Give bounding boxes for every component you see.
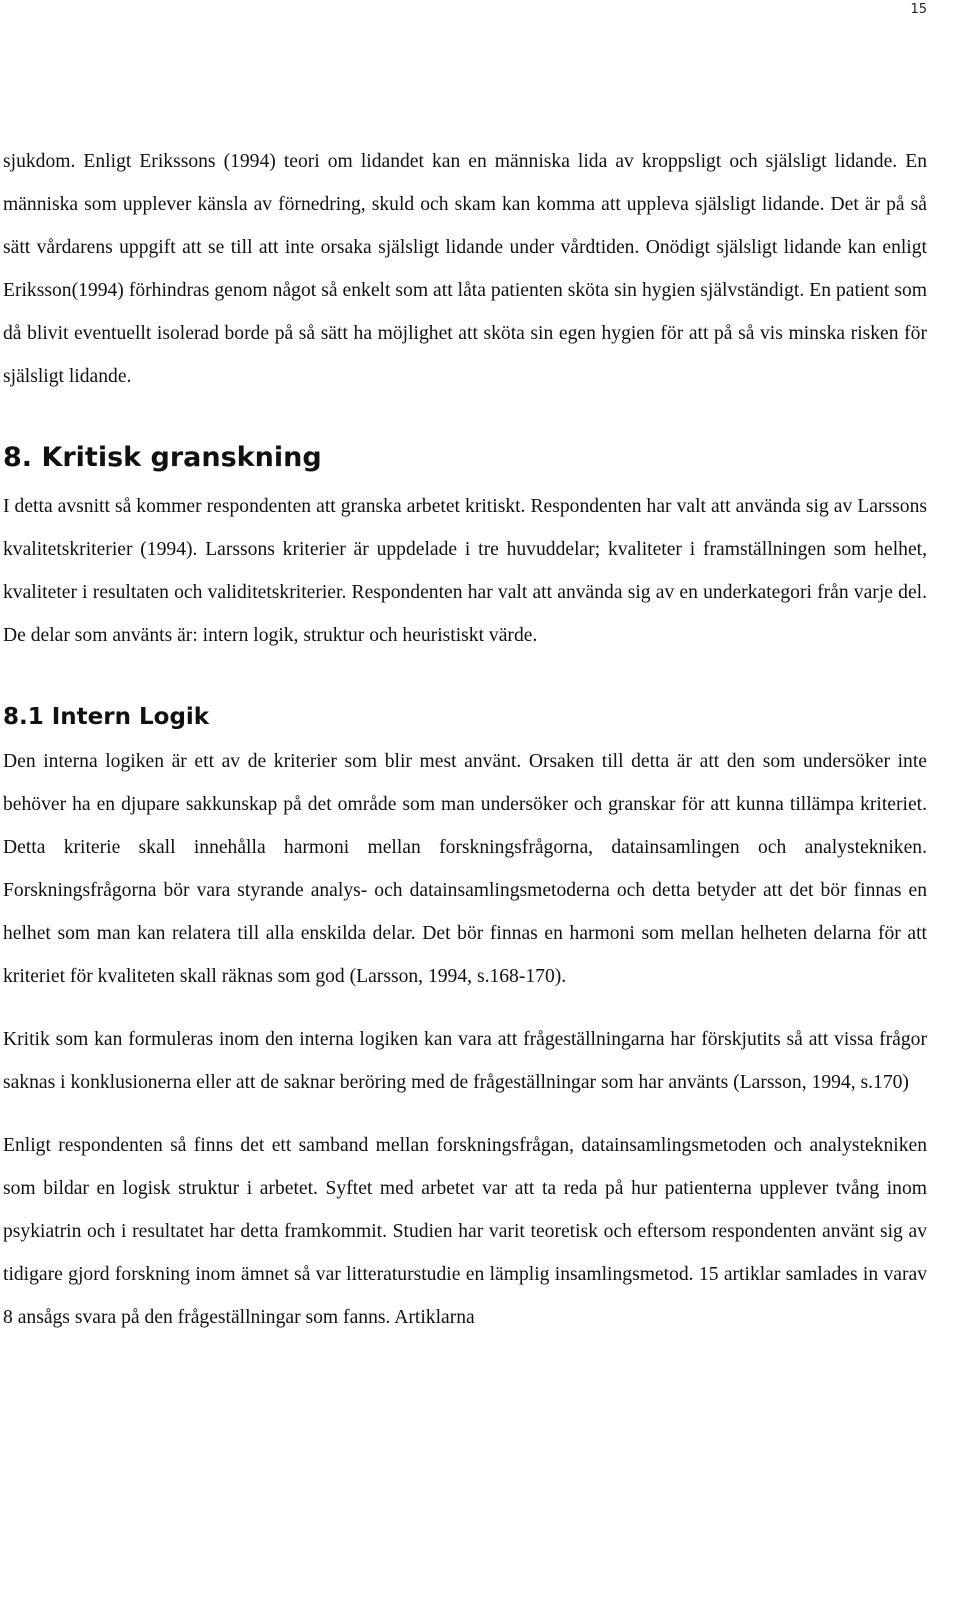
document-body: [3, 140, 927, 1339]
paragraph-intro: sjukdom. Enligt Erikssons (1994) teori om lidandet kan en människa lida av kroppsligt och själsligt lidande. En människa som upplever känsla av förnedring, skuld och skam kan komma att uppleva själsligt lidande. Det är på så sätt vårdarens uppgift att se till att inte orsaka själsligt lidande under vårdtiden. Onödigt själsligt lidande kan enligt Eriksson(1994) förhindras genom något så enkelt som att låta patienten sköta sin hygien självständigt. En patient som då blivit eventuellt isolerad borde på så sätt ha möjlighet att sköta sin egen hygien för att på så vis minska risken för själsligt lidande.: [3, 151, 927, 387]
paragraph-intern-logik-3: Enligt respondenten så finns det ett samband mellan forskningsfrågan, datainsamlingsmetoden och analystekniken som bildar en logisk struktur i arbetet. Syftet med arbetet var att ta reda på hur patienterna upplever tvång inom psykiatrin och i resultatet har detta framkommit. Studien har varit teoretisk och eftersom respondenten använt sig av tidigare gjord forskning inom ämnet så var litteraturstudie en lämplig insamlingsmetod. 15 artiklar samlades in varav 8 ansågs svara på den frågeställningar som fanns. Artiklarna: [3, 1135, 927, 1328]
paragraph-intern-logik-2: Kritik som kan formuleras inom den interna logiken kan vara att frågeställningarna har förskjutits så att vissa frågor saknas i konklusionerna eller att de saknar beröring med de frågeställningar som har använts (Larsson, 1994, s.170): [3, 1029, 927, 1093]
paragraph-section-8: I detta avsnitt så kommer respondenten att granska arbetet kritiskt. Respondenten har valt att använda sig av Larssons kvalitetskriterier (1994). Larssons kriterier är uppdelade i tre huvuddelar; kvaliteter i framställningen som helhet, kvaliteter i resultaten och validitetskriterier. Respondenten har valt att använda sig av en underkategori från varje del. De delar som använts är: intern logik, struktur och heuristiskt värde.: [3, 496, 927, 646]
paragraph-intern-logik-1: Den interna logiken är ett av de kriterier som blir mest använt. Orsaken till detta är att den som undersöker inte behöver ha en djupare sakkunskap på det område som man undersöker och granskar för att kunna tillämpa kriteriet. Detta kriterie skall innehålla harmoni mellan forskningsfrågorna, datainsamlingen och analystekniken. Forskningsfrågorna bör vara styrande analys- och datainsamlingsmetoderna och detta betyder att det bör finnas en helhet som man kan relatera till alla enskilda delar. Det bör finnas en harmoni som mellan helheten delarna för att kriteriet för kvaliteten skall räknas som god (Larsson, 1994, s.168-170).: [3, 751, 927, 987]
heading-kritisk-granskning: 8. Kritisk granskning: [3, 442, 322, 473]
heading-intern-logik: 8.1 Intern Logik: [3, 704, 210, 730]
page-number: 15: [910, 2, 927, 17]
